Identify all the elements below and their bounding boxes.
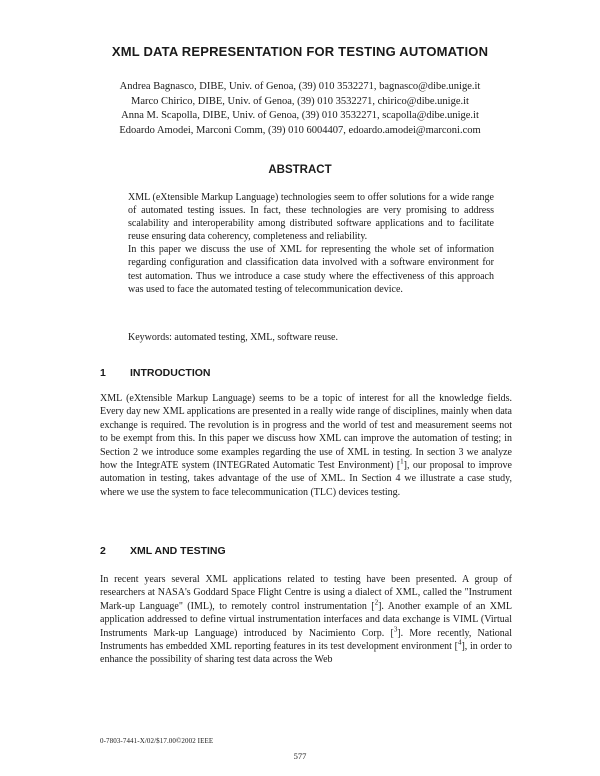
paragraph-text: ], in order to enhance the possibility of sharing test data across the Web: [100, 641, 512, 666]
paragraph-text: ]. More recently, National Instruments has embedded XML reporting features in its test development environment [: [100, 627, 512, 653]
xml-testing-paragraph: [100, 573, 512, 667]
abstract-paragraph: In this paper we discuss the use of XML for representing the whole set of information regarding configuration and classification data involved with a software environment for test automation. Thus we introduce a case study where the effectiveness of this approach was used to face the automated testing of telecommunication device.: [128, 244, 494, 295]
paragraph-text: ], our proposal to improve automation in testing, takes advantage of the use of XML. In Section 4 we illustrate a case study, where we use the system to face telecommunication (TLC) devices testing.: [100, 460, 512, 498]
reference-marker: 3: [393, 625, 398, 634]
paragraph-text: XML (eXtensible Markup Language) seems to be a topic of interest for all the knowledge fields. Every day new XML applications are presented in a really wide range of disciplines, mainly when data exchange is required. The revolution is in progress and the world of test and measurement seems not to be exempt from this. In this paper we discuss how XML can improve the automation of testing; in Section 2 we introduce some examples regarding the use of XML in testing. In section 3 we analyze how the IntegrATE system (INTEGRated Automatic Test Environment) [: [100, 393, 512, 472]
author-line: Edoardo Amodei, Marconi Comm, (39) 010 6004407, edoardo.amodei@marconi.com: [119, 124, 481, 136]
section-heading-introduction: [100, 367, 520, 379]
section-title: XML AND TESTING: [130, 545, 226, 557]
reference-marker: 4: [457, 638, 462, 647]
paper-title: XML DATA REPRESENTATION FOR TESTING AUTOMATION: [111, 44, 489, 59]
page-number: 577: [293, 751, 307, 761]
paragraph-text: In recent years several XML applications related to testing have been presented. A group of researchers at NASA's Goddard Space Flight Centre is using a dialect of XML, called the "Instrument Mark-up Language" (IML), to remotely control instrumentation [: [100, 574, 512, 612]
section-title: INTRODUCTION: [130, 367, 211, 379]
abstract-paragraph: XML (eXtensible Markup Language) technologies seem to offer solutions for a wide range of automated testing issues. In fact, these technologies are very promising to address scalability and interoperability among distributed software applications and to facilitate reuse ensuring data coherency, completeness and reliability.: [128, 192, 494, 243]
author-line: Marco Chirico, DIBE, Univ. of Genoa, (39) 010 3532271, chirico@dibe.unige.it: [131, 95, 469, 107]
section-number: 2: [100, 545, 106, 557]
introduction-paragraph: [100, 392, 512, 499]
abstract-heading: ABSTRACT: [268, 164, 332, 176]
keywords: Keywords: automated testing, XML, software reuse.: [128, 332, 338, 343]
section-heading-xml-and-testing: [100, 545, 520, 557]
author-line: Anna M. Scapolla, DIBE, Univ. of Genoa, (39) 010 3532271, scapolla@dibe.unige.it: [121, 110, 479, 121]
author-list: [0, 80, 600, 138]
author-line: Andrea Bagnasco, DIBE, Univ. of Genoa, (39) 010 3532271, bagnasco@dibe.unige.it: [119, 81, 481, 92]
paragraph-text: ]. Another example of an XML application addressed to define virtual instrumentation interfaces and data exchange is VIML (Virtual Instruments Mark-up Language) introduced by Nacimiento Corp. [: [100, 600, 512, 639]
section-number: 1: [100, 367, 106, 379]
copyright-id: 0-7803-7441-X/02/$17.00©2002 IEEE: [100, 737, 214, 745]
reference-marker: 1: [400, 457, 404, 466]
abstract-body: [128, 191, 494, 296]
reference-marker: 2: [374, 598, 379, 607]
